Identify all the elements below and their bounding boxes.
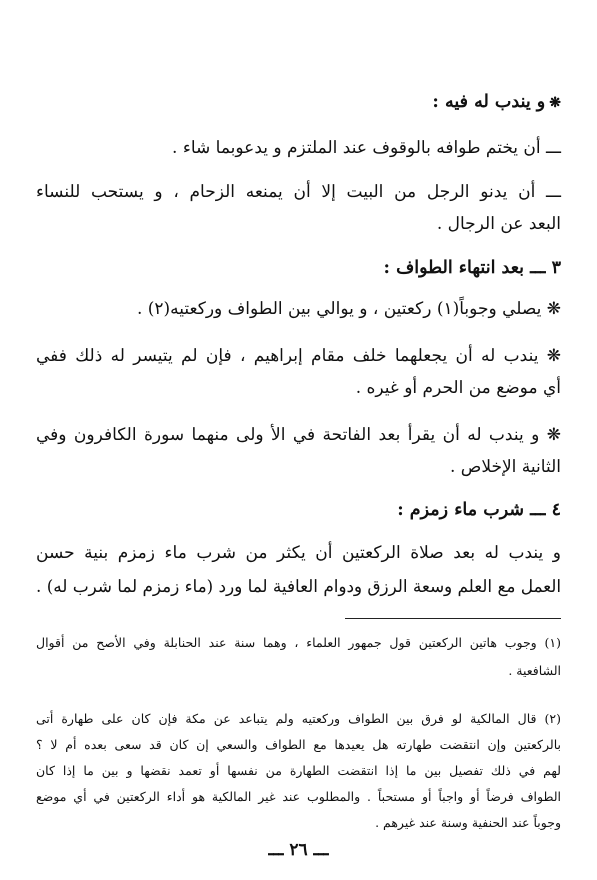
- footnote-line: الشافعية .: [508, 663, 561, 678]
- footnote-line: (١) وجوب هاتين الركعتين قول جمهور العلماء ، وهما سنة عند الحنابلة وفي الأصح من أقوال: [36, 635, 561, 650]
- paragraph-line: و يندب له بعد صلاة الركعتين أن يكثر من شرب ماء زمزم بنية حسن: [36, 543, 561, 563]
- paragraph-line: أي موضع من الحرم أو غيره .: [355, 378, 561, 398]
- section-heading-4: ٤ ـــ شرب ماء زمزم :: [397, 500, 561, 520]
- paragraph-line: ـــ أن يختم طوافه بالوقوف عند الملتزم و يدعوبما شاء .: [172, 138, 561, 158]
- footnote-separator: [345, 618, 561, 619]
- paragraph-line: ❋ يندب له أن يجعلهما خلف مقام إبراهيم ، فإن لم يتيسر له ذلك ففي: [36, 346, 561, 366]
- page-number: ـــ ٢٦ ـــ: [268, 840, 329, 860]
- paragraph-line: ❋ يصلي وجوباً(١) ركعتين ، و يوالي بين الطواف وركعتيه(٢) .: [136, 299, 561, 319]
- asterism-icon: ❋: [549, 95, 561, 111]
- paragraph-line: العمل مع العلم وسعة الرزق ودوام العافية لما ورد (ماء زمزم لما شرب له) .: [36, 576, 561, 596]
- paragraph-line: البعد عن الرجال .: [436, 214, 561, 234]
- paragraph-line: الثانية الإخلاص .: [449, 457, 561, 477]
- paragraph-line: ـــ أن يدنو الرجل من البيت إلا أن يمنعه الزحام ، و يستحب للنساء: [36, 182, 561, 202]
- section-heading-recommended: [36, 90, 561, 115]
- paragraph-line: ❋ و يندب له أن يقرأ بعد الفاتحة في الأ ولى منهما سورة الكافرون وفي: [36, 425, 561, 445]
- section-heading-3: ٣ ـــ بعد انتهاء الطواف :: [383, 258, 561, 278]
- footnote-line: لهم في ذلك تفصيل بين ما إذا انتقضت الطهارة من نفسها أو تعمد نقضها و بين ما إذا كان: [36, 763, 561, 778]
- footnote-line: وجوباً عند الحنفية وسنة عند غيرهم .: [375, 815, 561, 830]
- footnote-line: بالركعتين وإن انتقضت طهارته هل يعيدها مع الطواف والسعي إن كان قد سعى بعده أم لا ؟: [36, 737, 561, 752]
- footnote-line: (٢) قال المالكية لو فرق بين الطواف وركعتيه ولم يتباعد عن مكة فإن كان على طهارة أتى: [36, 711, 561, 726]
- heading-text: و يندب له فيه :: [432, 92, 546, 112]
- footnote-line: الطواف فرضاً أو واجباً أو مستحباً . والمطلوب عند غير المالكية هو أداء الركعتين في أي موضع: [36, 789, 561, 804]
